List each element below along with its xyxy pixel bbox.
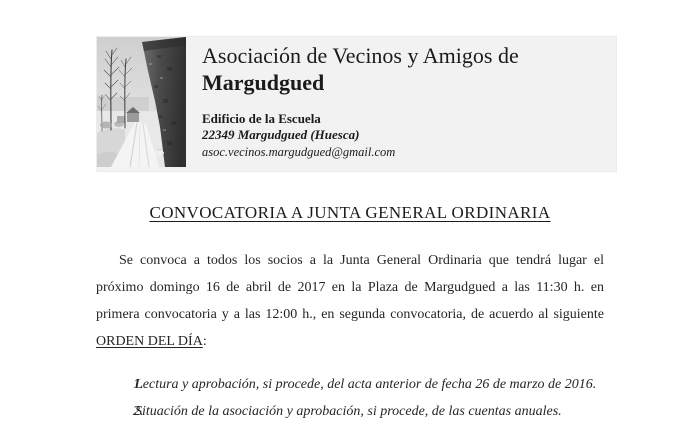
intro-text: Se convoca a todos los socios a la Junta General Ordinaria que tendrá lugar el próximo domingo 16 de abril de 2017 en la Plaza de Margudgued a las 11:30 h. en primera convocatoria y a las 12:00 h., en segunda convocatoria, de acuerdo al siguiente bbox=[96, 253, 604, 322]
document-title bbox=[96, 203, 604, 223]
agenda-item-2-text: Situación de la asociación y aprobación, si procede, de las cuentas anuales. bbox=[135, 404, 562, 419]
letterhead-text bbox=[186, 37, 616, 163]
winter-village-painting-icon bbox=[97, 37, 186, 167]
letterhead bbox=[96, 36, 617, 172]
winter-painting-image bbox=[97, 37, 186, 167]
org-name bbox=[202, 42, 608, 96]
address-line2: 22349 Margudgued (Huesca) bbox=[202, 127, 360, 142]
email-address: asoc.vecinos.margudgued@gmail.com bbox=[202, 144, 396, 159]
orden-del-dia-label: ORDEN DEL DÍA bbox=[96, 334, 203, 349]
org-name-line1: Asociación de Vecinos y Amigos de bbox=[202, 43, 519, 68]
document-page bbox=[96, 36, 617, 425]
agenda-item-1-text: Lectura y aprobación, si procede, del acta anterior de fecha 26 de marzo de 2016. bbox=[135, 377, 597, 392]
document-title-text: CONVOCATORIA A JUNTA GENERAL ORDINARIA bbox=[149, 203, 551, 222]
address-block bbox=[202, 111, 608, 161]
convocation-paragraph bbox=[96, 247, 604, 355]
agenda-list bbox=[96, 371, 604, 425]
org-name-line2: Margudgued bbox=[202, 70, 325, 95]
agenda-item-1 bbox=[135, 371, 604, 398]
orden-colon: : bbox=[202, 334, 207, 349]
address-line1: Edificio de la Escuela bbox=[202, 110, 321, 126]
agenda-item-2 bbox=[135, 398, 604, 425]
